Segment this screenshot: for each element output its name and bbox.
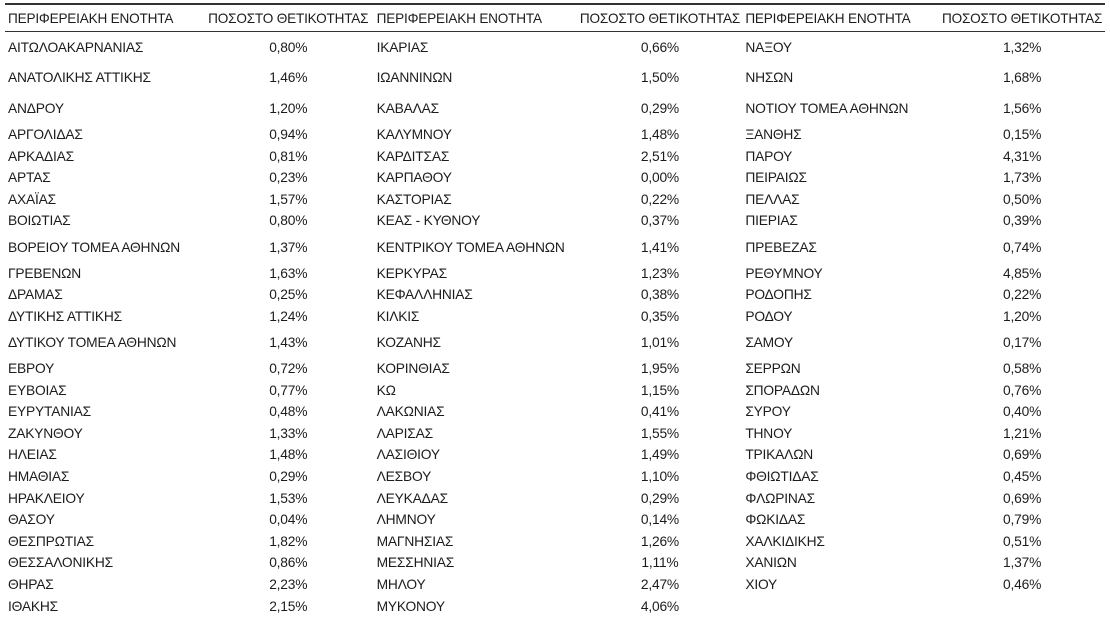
region-cell: ΚΩ	[376, 382, 396, 398]
positivity-cell: 0,77%	[269, 382, 308, 398]
table-row	[5, 487, 1105, 509]
table-row	[5, 552, 1105, 574]
region-cell: ΝΗΣΩΝ	[745, 70, 794, 86]
column-header-region-3: ΠΕΡΙΦΕΡΕΙΑΚΗ ΕΝΟΤΗΤΑ	[742, 4, 939, 32]
region-cell: ΑΡΤΑΣ	[8, 170, 51, 186]
region-cell: ΤΡΙΚΑΛΩΝ	[745, 447, 814, 463]
positivity-cell: 1,82%	[269, 533, 308, 549]
positivity-cell: 4,06%	[640, 598, 679, 614]
region-cell: ΧΑΛΚΙΔΙΚΗΣ	[745, 533, 825, 549]
region-cell: ΛΑΡΙΣΑΣ	[376, 425, 433, 441]
column-header-positivity-1: ΠΟΣΟΣΤΟ ΘΕΤΙΚΟΤΗΤΑΣ	[206, 4, 371, 32]
positivity-cell: 0,79%	[1003, 512, 1042, 528]
positivity-cell: 1,33%	[269, 425, 308, 441]
region-cell: ΔΥΤΙΚΗΣ ΑΤΤΙΚΗΣ	[8, 308, 122, 324]
positivity-cell: 0,04%	[269, 512, 308, 528]
positivity-cell: 0,48%	[269, 404, 308, 420]
region-cell: ΑΝΑΤΟΛΙΚΗΣ ΑΤΤΙΚΗΣ	[8, 70, 151, 86]
table-row	[5, 358, 1105, 380]
table-row	[5, 306, 1105, 328]
positivity-cell: 0,39%	[1003, 213, 1042, 229]
region-cell: ΠΕΙΡΑΙΩΣ	[745, 170, 807, 186]
positivity-cell: 0,69%	[1003, 490, 1042, 506]
region-cell: ΜΗΛΟΥ	[376, 576, 426, 592]
positivity-cell: 0,81%	[269, 148, 308, 164]
table-row	[5, 93, 1105, 124]
region-cell: ΚΟΡΙΝΘΙΑΣ	[376, 361, 450, 377]
region-cell: ΔΥΤΙΚΟΥ ΤΟΜΕΑ ΑΘΗΝΩΝ	[8, 334, 177, 350]
positivity-cell: 1,68%	[1003, 70, 1042, 86]
region-cell: ΛΗΜΝΟΥ	[376, 512, 436, 528]
region-cell: ΛΕΣΒΟΥ	[376, 468, 432, 484]
positivity-cell: 1,20%	[1003, 308, 1042, 324]
region-cell: ΝΟΤΙΟΥ ΤΟΜΕΑ ΑΘΗΝΩΝ	[745, 100, 909, 116]
table-row	[5, 509, 1105, 531]
positivity-cell: 1,46%	[269, 70, 308, 86]
region-cell: ΣΠΟΡΑΔΩΝ	[745, 382, 820, 398]
positivity-cell: 1,01%	[640, 334, 679, 350]
region-cell: ΤΗΝΟΥ	[745, 425, 793, 441]
table-row	[5, 423, 1105, 445]
positivity-cell: 1,21%	[1003, 425, 1042, 441]
positivity-cell: 0,80%	[269, 213, 308, 229]
table-row	[5, 262, 1105, 284]
region-cell: ΚΟΖΑΝΗΣ	[376, 334, 441, 350]
positivity-cell: 0,45%	[1003, 468, 1042, 484]
positivity-cell: 0,76%	[1003, 382, 1042, 398]
region-cell: ΦΘΙΩΤΙΔΑΣ	[745, 468, 819, 484]
region-cell: ΧΙΟΥ	[745, 576, 778, 592]
region-cell: ΙΚΑΡΙΑΣ	[376, 39, 429, 55]
positivity-cell: 2,47%	[640, 576, 679, 592]
table-row	[5, 145, 1105, 167]
positivity-cell: 1,26%	[640, 533, 679, 549]
region-cell: ΛΕΥΚΑΔΑΣ	[376, 490, 449, 506]
positivity-cell: 1,48%	[269, 447, 308, 463]
positivity-cell: 1,49%	[640, 447, 679, 463]
positivity-cell: 1,15%	[640, 382, 679, 398]
region-cell: ΒΟΙΩΤΙΑΣ	[8, 213, 71, 229]
positivity-cell: 0,38%	[640, 287, 679, 303]
column-header-positivity-2: ΠΟΣΟΣΤΟ ΘΕΤΙΚΟΤΗΤΑΣ	[578, 4, 743, 32]
positivity-cell: 0,41%	[640, 404, 679, 420]
region-cell	[742, 595, 939, 617]
table-row	[5, 379, 1105, 401]
table-row	[5, 466, 1105, 488]
region-cell: ΦΩΚΙΔΑΣ	[745, 512, 806, 528]
region-cell: ΣΑΜΟΥ	[745, 334, 794, 350]
region-cell: ΠΡΕΒΕΖΑΣ	[745, 239, 817, 255]
region-cell: ΙΘΑΚΗΣ	[8, 598, 59, 614]
region-cell: ΕΒΡΟΥ	[8, 361, 55, 377]
positivity-cell: 2,23%	[269, 576, 308, 592]
positivity-cell: 1,32%	[1003, 39, 1042, 55]
positivity-cell: 1,57%	[269, 191, 308, 207]
region-cell: ΠΑΡΟΥ	[745, 148, 793, 164]
table-row	[5, 595, 1105, 617]
region-cell: ΘΑΣΟΥ	[8, 512, 55, 528]
region-cell: ΛΑΣΙΘΙΟΥ	[376, 447, 440, 463]
region-cell: ΣΕΡΡΩΝ	[745, 361, 801, 377]
table-row	[5, 124, 1105, 146]
positivity-cell: 0,50%	[1003, 191, 1042, 207]
region-cell: ΚΑΒΑΛΑΣ	[376, 100, 439, 116]
positivity-cell: 0,29%	[640, 100, 679, 116]
region-cell: ΔΡΑΜΑΣ	[8, 287, 63, 303]
region-cell: ΙΩΑΝΝΙΝΩΝ	[376, 70, 453, 86]
region-cell: ΡΟΔΟΠΗΣ	[745, 287, 812, 303]
table-row	[5, 32, 1105, 63]
table-row	[5, 189, 1105, 211]
table-body	[5, 32, 1105, 617]
positivity-cell: 1,41%	[640, 239, 679, 255]
positivity-cell: 0,51%	[1003, 533, 1042, 549]
positivity-cell: 1,10%	[640, 468, 679, 484]
table-row	[5, 167, 1105, 189]
table-row	[5, 530, 1105, 552]
positivity-cell: 4,31%	[1003, 148, 1042, 164]
header-row	[5, 4, 1105, 32]
region-cell: ΛΑΚΩΝΙΑΣ	[376, 404, 445, 420]
region-cell: ΚΑΣΤΟΡΙΑΣ	[376, 191, 452, 207]
positivity-cell: 0,40%	[1003, 404, 1042, 420]
positivity-cell: 0,37%	[640, 213, 679, 229]
region-cell: ΣΥΡΟΥ	[745, 404, 791, 420]
positivity-cell: 0,29%	[269, 468, 308, 484]
positivity-cell	[939, 595, 1105, 617]
positivity-cell: 0,22%	[640, 191, 679, 207]
positivity-cell: 1,11%	[641, 555, 679, 571]
table-row	[5, 232, 1105, 263]
region-cell: ΕΥΒΟΙΑΣ	[8, 382, 67, 398]
table-row	[5, 401, 1105, 423]
region-cell: ΡΟΔΟΥ	[745, 308, 793, 324]
region-cell: ΡΕΘΥΜΝΟΥ	[745, 265, 823, 281]
region-cell: ΧΑΝΙΩΝ	[745, 555, 797, 571]
table-row	[5, 63, 1105, 94]
positivity-cell: 1,53%	[269, 490, 308, 506]
positivity-cell: 2,15%	[269, 598, 308, 614]
positivity-cell: 1,95%	[640, 361, 679, 377]
positivity-cell: 0,80%	[269, 39, 308, 55]
region-cell: ΜΑΓΝΗΣΙΑΣ	[376, 533, 454, 549]
table-row	[5, 574, 1105, 596]
positivity-cell: 0,29%	[640, 490, 679, 506]
region-cell: ΚΑΡΔΙΤΣΑΣ	[376, 148, 450, 164]
region-cell: ΚΑΛΥΜΝΟΥ	[376, 127, 452, 143]
table-row	[5, 284, 1105, 306]
region-cell: ΠΙΕΡΙΑΣ	[745, 213, 798, 229]
region-cell: ΚΕΡΚΥΡΑΣ	[376, 265, 447, 281]
positivity-cell: 0,46%	[1003, 576, 1042, 592]
region-cell: ΓΡΕΒΕΝΩΝ	[8, 265, 82, 281]
region-cell: ΒΟΡΕΙΟΥ ΤΟΜΕΑ ΑΘΗΝΩΝ	[8, 239, 180, 255]
positivity-cell: 4,85%	[1003, 265, 1042, 281]
positivity-cell: 0,86%	[269, 555, 308, 571]
region-cell: ΖΑΚΥΝΘΟΥ	[8, 425, 83, 441]
region-cell: ΑΡΚΑΔΙΑΣ	[8, 148, 74, 164]
region-cell: ΚΙΛΚΙΣ	[376, 308, 420, 324]
positivity-cell: 0,94%	[269, 127, 308, 143]
region-cell: ΕΥΡΥΤΑΝΙΑΣ	[8, 404, 91, 420]
positivity-cell: 0,72%	[269, 361, 308, 377]
positivity-cell: 0,14%	[640, 512, 679, 528]
region-cell: ΝΑΞΟΥ	[745, 39, 792, 55]
region-cell: ΞΑΝΘΗΣ	[745, 127, 802, 143]
positivity-cell: 1,73%	[1003, 170, 1042, 186]
region-cell: ΜΕΣΣΗΝΙΑΣ	[376, 555, 455, 571]
region-cell: ΘΕΣΠΡΩΤΙΑΣ	[8, 533, 94, 549]
positivity-cell: 0,22%	[1003, 287, 1042, 303]
positivity-cell: 0,58%	[1003, 361, 1042, 377]
column-header-region-1: ΠΕΡΙΦΕΡΕΙΑΚΗ ΕΝΟΤΗΤΑ	[5, 4, 206, 32]
column-header-region-2: ΠΕΡΙΦΕΡΕΙΑΚΗ ΕΝΟΤΗΤΑ	[371, 4, 578, 32]
region-cell: ΚΕΦΑΛΛΗΝΙΑΣ	[376, 287, 473, 303]
positivity-cell: 0,00%	[640, 170, 679, 186]
positivity-cell: 0,74%	[1003, 239, 1042, 255]
table-row	[5, 327, 1105, 358]
region-cell: ΑΡΓΟΛΙΔΑΣ	[8, 127, 83, 143]
positivity-cell: 1,43%	[269, 334, 308, 350]
positivity-cell: 0,17%	[1003, 334, 1042, 350]
table-row	[5, 444, 1105, 466]
table-row	[5, 210, 1105, 232]
region-cell: ΗΛΕΙΑΣ	[8, 447, 57, 463]
region-cell: ΦΛΩΡΙΝΑΣ	[745, 490, 815, 506]
positivity-cell: 0,23%	[269, 170, 308, 186]
region-cell: ΗΜΑΘΙΑΣ	[8, 468, 70, 484]
region-cell: ΑΧΑΪΑΣ	[8, 191, 56, 207]
positivity-cell: 0,66%	[640, 39, 679, 55]
region-cell: ΘΕΣΣΑΛΟΝΙΚΗΣ	[8, 555, 113, 571]
positivity-cell: 1,55%	[640, 425, 679, 441]
positivity-cell: 1,63%	[269, 265, 308, 281]
column-header-positivity-3: ΠΟΣΟΣΤΟ ΘΕΤΙΚΟΤΗΤΑΣ	[939, 4, 1105, 32]
region-cell: ΗΡΑΚΛΕΙΟΥ	[8, 490, 85, 506]
positivity-cell: 0,35%	[640, 308, 679, 324]
region-cell: ΚΕΑΣ - ΚΥΘΝΟΥ	[376, 213, 481, 229]
positivity-cell: 1,23%	[640, 265, 679, 281]
positivity-table	[5, 3, 1105, 617]
positivity-cell: 2,51%	[640, 148, 679, 164]
positivity-cell: 1,24%	[269, 308, 308, 324]
positivity-cell: 1,37%	[269, 239, 308, 255]
region-cell: ΚΑΡΠΑΘΟΥ	[376, 170, 452, 186]
positivity-cell: 1,56%	[1003, 100, 1042, 116]
region-cell: ΠΕΛΛΑΣ	[745, 191, 800, 207]
positivity-cell: 1,20%	[269, 100, 308, 116]
positivity-cell: 0,15%	[1003, 127, 1042, 143]
positivity-cell: 0,69%	[1003, 447, 1042, 463]
positivity-cell: 0,25%	[269, 287, 308, 303]
region-cell: ΜΥΚΟΝΟΥ	[376, 598, 445, 614]
positivity-cell: 1,37%	[1003, 555, 1042, 571]
positivity-cell: 1,50%	[640, 70, 679, 86]
region-cell: ΑΙΤΩΛΟΑΚΑΡΝΑΝΙΑΣ	[8, 39, 144, 55]
region-cell: ΚΕΝΤΡΙΚΟΥ ΤΟΜΕΑ ΑΘΗΝΩΝ	[376, 239, 565, 255]
region-cell: ΘΗΡΑΣ	[8, 576, 54, 592]
positivity-cell: 1,48%	[640, 127, 679, 143]
region-cell: ΑΝΔΡΟΥ	[8, 100, 64, 116]
